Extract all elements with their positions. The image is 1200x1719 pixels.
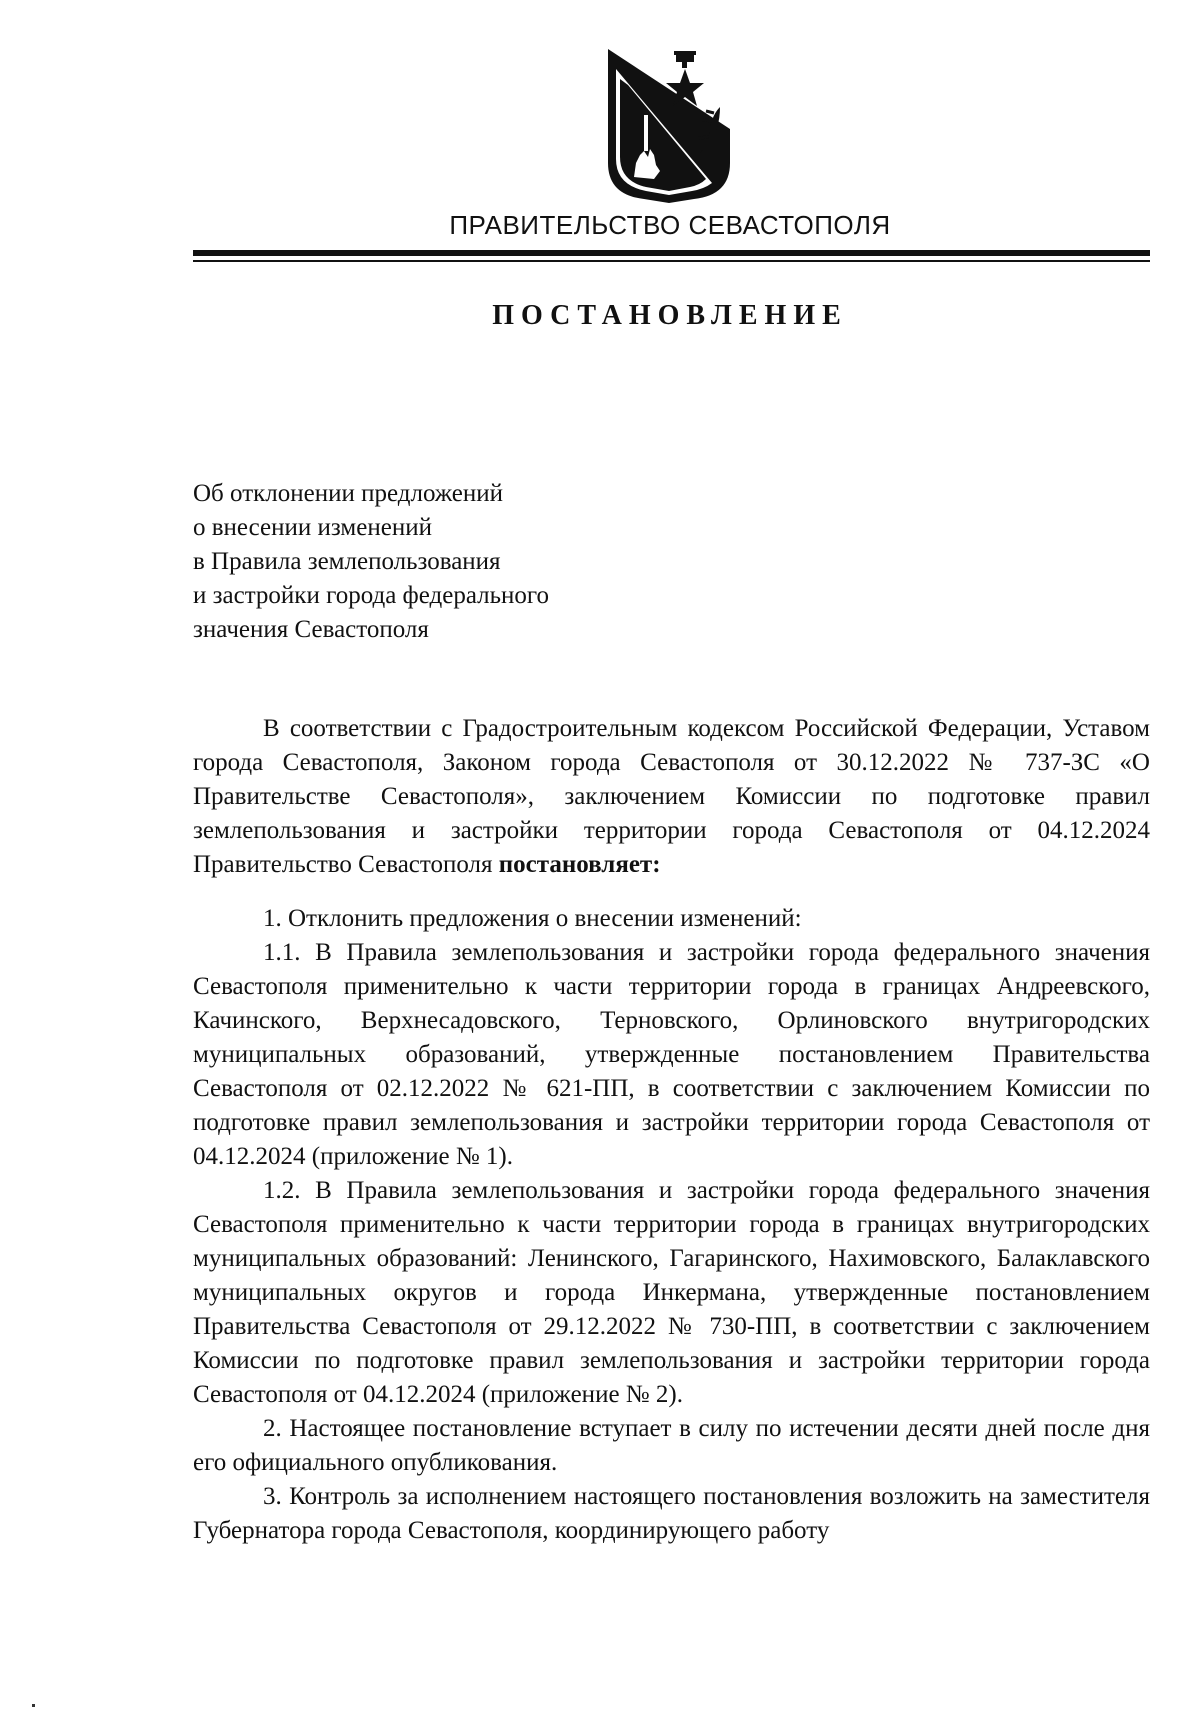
subject-line: о внесении изменений bbox=[193, 514, 432, 541]
clause-2: 2. Настоящее постановление вступает в силу по истечении десяти дней после дня его официального опубликования. bbox=[193, 1415, 1150, 1476]
clause-1-2: 1.2. В Правила землепользования и застройки города федерального значения Севастополя применительно к части территории города в границах внутригородских муниципальных образований: Ленинского, Гагаринского, Нахимовского, Балаклавского муниципальных округов и города Инкермана, утвержденные постановлением Правительства Севастополя от 29.12.2022 № 730-ПП, в соответствии с заключением Комиссии по подготовке правил землепользования и застройки территории города Севастополя от 04.12.2024 (приложение № 2). bbox=[193, 1177, 1150, 1408]
subject-line: в Правила землепользования bbox=[193, 548, 501, 575]
subject-line: Об отклонении предложений bbox=[193, 480, 503, 507]
subject-line: значения Севастополя bbox=[193, 616, 429, 643]
subject-line: и застройки города федерального bbox=[193, 582, 550, 609]
preamble-text: В соответствии с Градостроительным кодексом Российской Федерации, Уставом города Севастополя, Законом города Севастополя от 30.12.2022 № 737-ЗС «О Правительстве Севастополя», заключением Комиссии по подготовке правил землепользования и застройки территории города Севастополя от 04.12.2024 Правительство Севастополя bbox=[193, 715, 1150, 878]
document-type-title: ПОСТАНОВЛЕНИЕ bbox=[492, 300, 848, 331]
document-body bbox=[193, 712, 1150, 1548]
clause-1: 1. Отклонить предложения о внесении изменений: bbox=[263, 905, 802, 932]
preamble-decree-word: постановляет: bbox=[498, 851, 661, 878]
clause-1-1: 1.1. В Правила землепользования и застройки города федерального значения Севастополя применительно к части территории города в границах Андреевского, Качинского, Верхнесадовского, Терновского, Орлиновского внутригородских муниципальных образований, утвержденные постановлением Правительства Севастополя от 02.12.2022 № 621-ПП, в соответствии с заключением Комиссии по подготовке правил землепользования и застройки территории города Севастополя от 04.12.2024 (приложение № 1). bbox=[193, 939, 1150, 1170]
sevastopol-coat-of-arms-emblem bbox=[604, 45, 734, 203]
preamble-paragraph bbox=[193, 712, 1150, 882]
header-divider-thin bbox=[193, 260, 1150, 262]
clause-3: 3. Контроль за исполнением настоящего постановления возложить на заместителя Губернатора города Севастополя, координирующего работу bbox=[193, 1483, 1150, 1544]
organization-name: ПРАВИТЕЛЬСТВО СЕВАСТОПОЛЯ bbox=[449, 210, 891, 240]
scan-speck bbox=[32, 1704, 35, 1707]
header-divider-thick bbox=[193, 250, 1150, 256]
document-subject bbox=[193, 477, 549, 647]
